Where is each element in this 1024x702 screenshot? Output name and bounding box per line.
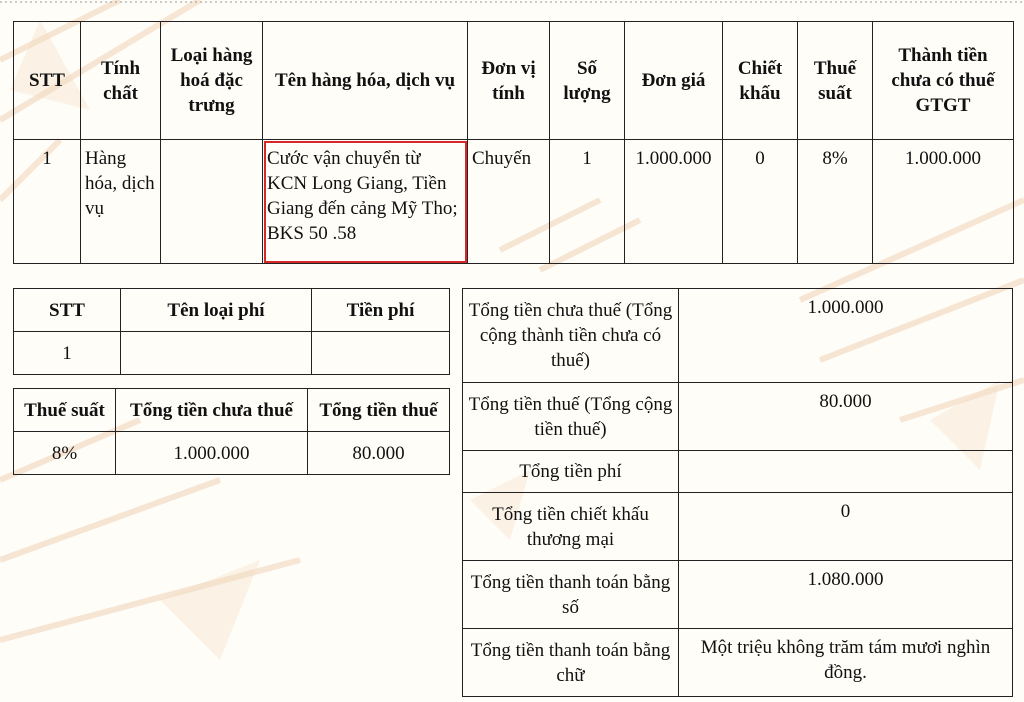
cell-price: 1.000.000 bbox=[625, 140, 723, 264]
table-row bbox=[463, 561, 1013, 629]
fees-header-name: Tên loại phí bbox=[121, 289, 312, 332]
header-discount: Chiết khấu bbox=[723, 22, 798, 140]
tax-cell-pretax: 1.000.000 bbox=[116, 432, 308, 475]
cell-item-name: Cước vận chuyển từ KCN Long Giang, Tiền Giang đến cảng Mỹ Tho; BKS 50 .58 bbox=[263, 140, 468, 264]
cell-unit: Chuyến bbox=[468, 140, 550, 264]
totals-table bbox=[462, 288, 1013, 697]
total-fee-value bbox=[679, 451, 1013, 493]
table-row bbox=[463, 629, 1013, 697]
total-payment-words-label: Tổng tiền thanh toán bằng chữ bbox=[463, 629, 679, 697]
total-fee-label: Tổng tiền phí bbox=[463, 451, 679, 493]
cell-discount: 0 bbox=[723, 140, 798, 264]
fees-header-amount: Tiền phí bbox=[312, 289, 450, 332]
total-pretax-label: Tổng tiền chưa thuế (Tổng cộng thành tiền chưa có thuế) bbox=[463, 289, 679, 383]
cell-tax-rate: 8% bbox=[798, 140, 873, 264]
cell-special-type bbox=[161, 140, 263, 264]
table-row bbox=[14, 140, 1014, 264]
top-dashed-line bbox=[0, 0, 1024, 8]
table-row bbox=[463, 289, 1013, 383]
header-special-type: Loại hàng hoá đặc trưng bbox=[161, 22, 263, 140]
cell-stt: 1 bbox=[14, 140, 81, 264]
total-payment-number-label: Tổng tiền thanh toán bằng số bbox=[463, 561, 679, 629]
table-row bbox=[463, 383, 1013, 451]
header-name: Tên hàng hóa, dịch vụ bbox=[263, 22, 468, 140]
header-nature: Tính chất bbox=[81, 22, 161, 140]
tax-header-pretax: Tổng tiền chưa thuế bbox=[116, 389, 308, 432]
table-row bbox=[463, 493, 1013, 561]
fees-header-stt: STT bbox=[14, 289, 121, 332]
cell-amount: 1.000.000 bbox=[873, 140, 1014, 264]
tax-header-row bbox=[14, 389, 450, 432]
total-tax-value: 80.000 bbox=[679, 383, 1013, 451]
tax-cell-rate: 8% bbox=[14, 432, 116, 475]
total-discount-label: Tổng tiền chiết khấu thương mại bbox=[463, 493, 679, 561]
table-row bbox=[14, 432, 450, 475]
header-qty: Số lượng bbox=[550, 22, 625, 140]
total-payment-words-value: Một triệu không trăm tám mươi nghìn đồng. bbox=[679, 629, 1013, 697]
fees-cell-name bbox=[121, 332, 312, 375]
cell-nature: Hàng hóa, dịch vụ bbox=[81, 140, 161, 264]
total-discount-value: 0 bbox=[679, 493, 1013, 561]
header-price: Đơn giá bbox=[625, 22, 723, 140]
cell-qty: 1 bbox=[550, 140, 625, 264]
fees-table bbox=[13, 288, 450, 375]
header-tax-rate: Thuế suất bbox=[798, 22, 873, 140]
table-row bbox=[463, 451, 1013, 493]
fees-cell-amount bbox=[312, 332, 450, 375]
header-stt: STT bbox=[14, 22, 81, 140]
fees-header-row bbox=[14, 289, 450, 332]
fees-cell-stt: 1 bbox=[14, 332, 121, 375]
header-unit: Đơn vị tính bbox=[468, 22, 550, 140]
items-table bbox=[13, 21, 1014, 264]
tax-header-rate: Thuế suất bbox=[14, 389, 116, 432]
total-tax-label: Tổng tiền thuế (Tổng cộng tiền thuế) bbox=[463, 383, 679, 451]
table-row bbox=[14, 332, 450, 375]
total-payment-number-value: 1.080.000 bbox=[679, 561, 1013, 629]
header-amount: Thành tiền chưa có thuế GTGT bbox=[873, 22, 1014, 140]
tax-header-tax: Tổng tiền thuế bbox=[308, 389, 450, 432]
tax-rate-table bbox=[13, 388, 450, 475]
total-pretax-value: 1.000.000 bbox=[679, 289, 1013, 383]
items-header-row bbox=[14, 22, 1014, 140]
tax-cell-tax: 80.000 bbox=[308, 432, 450, 475]
